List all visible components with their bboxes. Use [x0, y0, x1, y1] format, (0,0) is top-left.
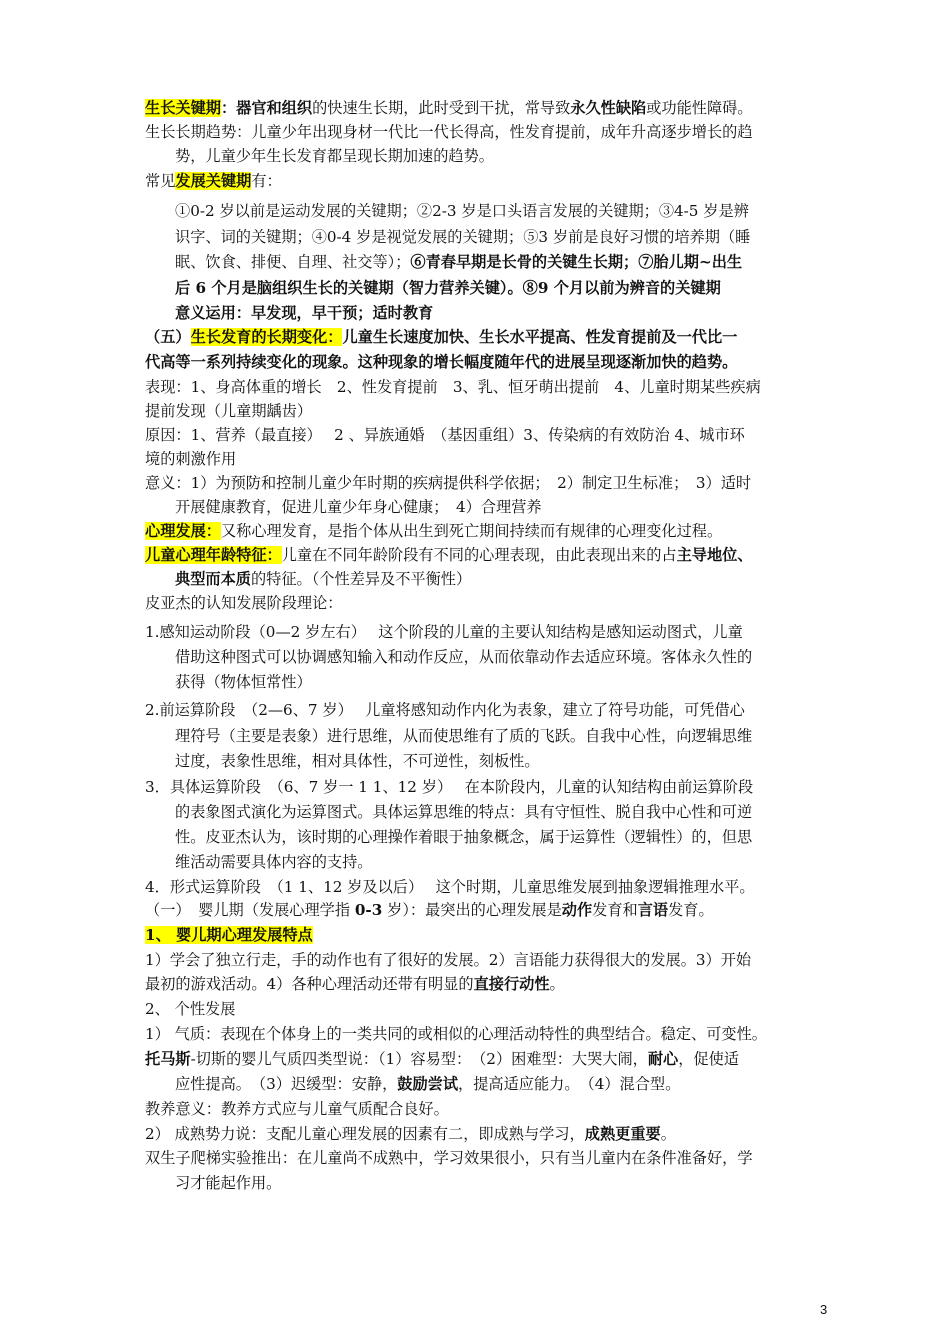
- text-segment: 2、 个性发展: [145, 1000, 236, 1018]
- text-line: [175, 825, 815, 849]
- highlighted-term: 生长关键期: [145, 99, 221, 117]
- bold-text: 意义运用：早发现，早干预；适时教育: [175, 304, 434, 322]
- bold-text: 后 6 个月是脑组织生长的关键期（智力营养关键）。⑧9 个月以前为辨音的关键期: [175, 279, 721, 297]
- text-segment: 眠、饮食、排便、自理、社交等）；: [175, 253, 411, 271]
- text-line: [145, 620, 815, 644]
- bold-text: 耐心: [647, 1050, 679, 1068]
- text-line: [145, 447, 815, 471]
- text-segment: 的快速生长期，此时受到干扰，常导致: [312, 99, 571, 117]
- text-segment: 1.感知运动阶段（0—2 岁左右） 这个阶段的儿童的主要认知结构是感知运动图式，儿童: [145, 623, 743, 641]
- text-line: [175, 301, 815, 325]
- text-line: [175, 567, 815, 591]
- text-line: [145, 1146, 815, 1170]
- text-segment: 1） 气质：表现在个体身上的一类共同的或相似的心理活动特性的典型结合。稳定、可变性。: [145, 1025, 767, 1043]
- text-line: [145, 1097, 815, 1121]
- text-line: [175, 225, 815, 249]
- text-line: [175, 495, 815, 519]
- text-segment: 的表象图式演化为运算图式。具体运算思维的特点：具有守恒性、脱自我中心性和可逆: [175, 803, 753, 821]
- text-segment: -切斯的婴儿气质四类型说：（1）容易型： （2）困难型：大哭大闹，: [190, 1050, 648, 1068]
- bold-text: 代高等一系列持续变化的现象。这种现象的增长幅度随年代的进展呈现逐渐加快的趋势。: [145, 353, 738, 371]
- bold-text: 鼓励尝试: [397, 1075, 459, 1093]
- text-line: [175, 250, 815, 274]
- text-line: [145, 471, 815, 495]
- text-line: [145, 591, 815, 615]
- text-line: [175, 645, 815, 669]
- bold-text: 主导地位、: [676, 546, 753, 564]
- text-line: [145, 997, 815, 1021]
- text-line: [175, 800, 815, 824]
- text-segment: 理符号（主要是表象）进行思维，从而使思维有了质的飞跃。自我中心性，向逻辑思维: [175, 727, 753, 745]
- text-segment: ，促使适: [678, 1050, 739, 1068]
- text-segment: 最初的游戏活动。4）各种心理活动还带有明显的: [145, 975, 474, 993]
- text-segment: 双生子爬梯实验推出：在儿童尚不成熟中，学习效果很小，只有当儿童内在条件准备好，学: [145, 1149, 753, 1167]
- text-segment: 。: [660, 1125, 676, 1143]
- text-segment: 。: [549, 975, 565, 993]
- bold-text: （五）: [145, 328, 191, 346]
- text-line: [145, 325, 815, 349]
- bold-text: 器官和组织: [236, 99, 313, 117]
- text-line: [145, 350, 815, 374]
- text-segment: 提前发现（儿童期龋齿）: [145, 402, 313, 420]
- text-segment: 的特征。（个性差异及不平衡性）: [250, 570, 472, 588]
- highlighted-term: 1、 婴儿期心理发展特点: [145, 926, 313, 944]
- bold-text: ：: [220, 99, 237, 117]
- text-line: [145, 698, 815, 722]
- text-line: [145, 972, 815, 996]
- text-line: [145, 519, 815, 543]
- text-segment: 或功能性障碍。: [646, 99, 753, 117]
- bold-text: 永久性缺陷: [570, 99, 647, 117]
- text-line: [175, 1171, 815, 1195]
- text-segment: （一） 婴儿期（发展心理学指: [145, 901, 355, 919]
- text-line: [145, 1047, 815, 1071]
- text-line: [145, 375, 815, 399]
- text-segment: 识字、词的关键期；④0-4 岁是视觉发展的关键期；⑤3 岁前是良好习惯的培养期（睡: [175, 228, 751, 246]
- highlighted-term: 儿童心理年龄特征：: [145, 546, 282, 564]
- bold-text: 儿童生长速度加快、生长水平提高、性发育提前及一代比一: [342, 328, 738, 346]
- text-segment: 2） 成熟势力说：支配儿童心理发展的因素有二，即成熟与学习，: [145, 1125, 585, 1143]
- text-segment: 表现：1、身高体重的增长 2、性发育提前 3、乳、恒牙萌出提前 4、儿童时期某些疾病: [145, 378, 761, 396]
- bold-text: 直接行动性: [473, 975, 550, 993]
- text-segment: 维活动需要具体内容的支持。: [175, 853, 373, 871]
- text-line: [145, 875, 815, 899]
- text-segment: 获得（物体恒常性）: [175, 673, 312, 691]
- bold-text: 典型而本质: [175, 570, 251, 588]
- text-segment: 又称心理发育，是指个体从出生到死亡期间持续而有规律的心理变化过程。: [220, 522, 723, 540]
- text-line: [145, 898, 815, 922]
- page-number: 3: [820, 1302, 828, 1317]
- text-line: [145, 120, 815, 144]
- highlighted-term: 发展关键期: [175, 172, 252, 190]
- text-line: [145, 96, 815, 120]
- text-segment: 开展健康教育，促进儿童少年身心健康； 4）合理营养: [175, 498, 542, 516]
- text-segment: 借助这种图式可以协调感知输入和动作反应，从而依靠动作去适应环境。客体永久性的: [175, 648, 753, 666]
- text-line: [175, 144, 815, 168]
- text-line: [145, 399, 815, 423]
- text-line: [175, 670, 815, 694]
- text-line: [175, 276, 815, 300]
- text-segment: 意义：1）为预防和控制儿童少年时期的疾病提供科学依据； 2）制定卫生标准； 3）适时: [145, 474, 752, 492]
- text-segment: 常见: [145, 172, 176, 190]
- text-segment: 4．形式运算阶段 （1 1、12 岁及以后） 这个时期，儿童思维发展到抽象逻辑推理水平。: [145, 878, 755, 896]
- text-line: [145, 1022, 815, 1046]
- text-segment: 2.前运算阶段 （2—6、7 岁） 儿童将感知动作内化为表象，建立了符号功能，可凭借心: [145, 701, 745, 719]
- text-line: [145, 169, 815, 193]
- text-segment: 过度，表象性思维，相对具体性，不可逆性，刻板性。: [175, 752, 540, 770]
- bold-text: 言语: [637, 901, 669, 919]
- text-segment: 3．具体运算阶段 （6、7 岁一 1 1、12 岁） 在本阶段内，儿童的认知结构由前运算阶段: [145, 778, 754, 796]
- text-line: [175, 199, 815, 223]
- text-line: [175, 850, 815, 874]
- bold-text: ⑥青春早期是长骨的关键生长期；⑦胎儿期~出生: [410, 253, 743, 271]
- text-segment: 势，儿童少年生长发育都呈现长期加速的趋势。: [175, 147, 494, 165]
- text-segment: 发育。: [668, 901, 714, 919]
- text-line: [175, 1072, 815, 1096]
- bold-text: 动作: [561, 901, 593, 919]
- text-segment: 有：: [251, 172, 282, 190]
- bold-text: 托马斯: [145, 1050, 191, 1068]
- text-segment: 教养意义：教养方式应与儿童气质配合良好。: [145, 1100, 449, 1118]
- text-segment: 境的刺激作用: [145, 450, 237, 468]
- text-segment: 发育和: [592, 901, 638, 919]
- text-segment: 应性提高。 （3）迟缓型：安静，: [175, 1075, 398, 1093]
- text-segment: ①0-2 岁以前是运动发展的关键期；②2-3 岁是口头语言发展的关键期；③4-5 岁是辨: [175, 202, 749, 220]
- text-line: [145, 775, 815, 799]
- text-segment: 原因：1、营养（最直接） 2 、异族通婚 （基因重组）3、传染病的有效防治 4、城市环: [145, 426, 745, 444]
- text-segment: 习才能起作用。: [175, 1174, 282, 1192]
- text-line: [145, 1122, 815, 1146]
- text-line: [145, 948, 815, 972]
- text-line: [175, 724, 815, 748]
- text-segment: 性。皮亚杰认为，该时期的心理操作着眼于抽象概念，属于运算性（逻辑性）的，但思: [175, 828, 753, 846]
- text-line: [175, 749, 815, 773]
- text-segment: 1）学会了独立行走，手的动作也有了很好的发展。2）言语能力获得很大的发展。3）开始: [145, 951, 752, 969]
- text-segment: ，提高适应能力。 （4）混合型。: [458, 1075, 681, 1093]
- text-line: [145, 423, 815, 447]
- highlighted-term: 生长发育的长期变化：: [190, 328, 343, 346]
- highlighted-term: 心理发展：: [145, 522, 221, 540]
- text-line: [145, 923, 815, 947]
- bold-text: 成熟更重要: [584, 1125, 661, 1143]
- text-segment: 岁）：最突出的心理发展是: [382, 901, 562, 919]
- text-segment: 皮亚杰的认知发展阶段理论：: [145, 594, 343, 612]
- text-line: [145, 543, 815, 567]
- text-segment: 儿童在不同年龄阶段有不同的心理表现，由此表现出来的占: [281, 546, 677, 564]
- text-segment: 生长长期趋势：儿童少年出现身材一代比一代长得高，性发育提前，成年升高逐步增长的趋: [145, 123, 753, 141]
- bold-text: 0-3: [354, 901, 383, 919]
